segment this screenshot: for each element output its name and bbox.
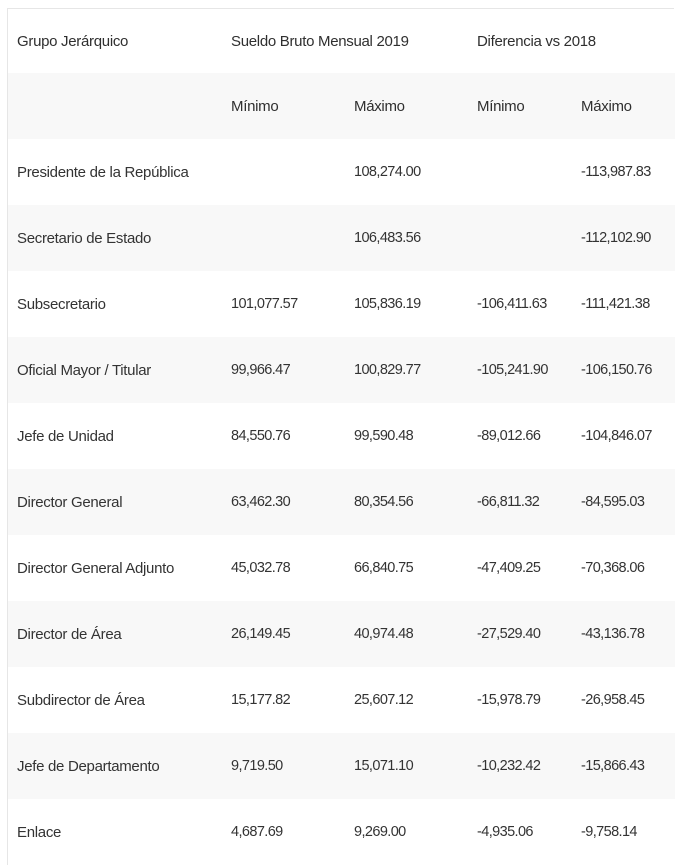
table-row (8, 535, 675, 601)
cell-max-2019: 99,590.48 (354, 428, 414, 444)
cell-min-diff (468, 139, 572, 205)
cell-min-diff: -89,012.66 (477, 428, 541, 444)
cell-min-2019: 84,550.76 (231, 428, 291, 444)
header-sueldo-bruto-2019: Sueldo Bruto Mensual 2019 (231, 32, 409, 50)
header-minimo-2019: Mínimo (231, 97, 279, 115)
cell-grupo: Jefe de Departamento (17, 757, 160, 775)
cell-min-2019: 101,077.57 (231, 296, 298, 312)
cell-max-diff: -111,421.38 (581, 296, 650, 312)
table-header-row-sub (8, 73, 675, 139)
cell-max-2019: 100,829.77 (354, 362, 421, 378)
table-body (8, 139, 675, 865)
cell-grupo: Director General Adjunto (17, 559, 175, 577)
header-maximo-2019: Máximo (354, 97, 405, 115)
table-row (8, 799, 675, 865)
cell-min-2019: 15,177.82 (231, 692, 291, 708)
cell-max-2019: 66,840.75 (354, 560, 414, 576)
cell-max-diff: -104,846.07 (581, 428, 652, 444)
cell-max-2019: 25,607.12 (354, 692, 414, 708)
table-row (8, 667, 675, 733)
cell-max-diff: -43,136.78 (581, 626, 645, 642)
cell-max-diff: -113,987.83 (581, 164, 651, 180)
table-row (8, 469, 675, 535)
cell-min-diff: -4,935.06 (477, 824, 533, 840)
cell-min-2019: 63,462.30 (231, 494, 291, 510)
header-grupo-jerarquico: Grupo Jerárquico (17, 32, 129, 50)
cell-max-2019: 105,836.19 (354, 296, 421, 312)
cell-min-2019: 9,719.50 (231, 758, 283, 774)
table-header-row-group (8, 9, 675, 73)
cell-max-diff: -106,150.76 (581, 362, 652, 378)
cell-grupo: Jefe de Unidad (17, 427, 114, 445)
cell-grupo: Secretario de Estado (17, 229, 152, 247)
cell-max-diff: -26,958.45 (581, 692, 645, 708)
table-row (8, 403, 675, 469)
cell-min-diff: -66,811.32 (477, 494, 540, 510)
cell-grupo: Presidente de la República (17, 163, 189, 181)
cell-min-2019: 4,687.69 (231, 824, 283, 840)
cell-max-diff: -84,595.03 (581, 494, 645, 510)
cell-min-diff: -106,411.63 (477, 296, 547, 312)
header-maximo-diff: Máximo (581, 97, 632, 115)
header-diferencia-2018: Diferencia vs 2018 (477, 32, 596, 50)
cell-max-diff: -9,758.14 (581, 824, 637, 840)
cell-max-2019: 106,483.56 (354, 230, 421, 246)
cell-max-2019: 40,974.48 (354, 626, 414, 642)
cell-max-2019: 9,269.00 (354, 824, 406, 840)
cell-min-diff: -27,529.40 (477, 626, 541, 642)
cell-min-diff: -10,232.42 (477, 758, 541, 774)
cell-max-2019: 108,274.00 (354, 164, 421, 180)
table-row (8, 601, 675, 667)
cell-max-diff: -112,102.90 (581, 230, 651, 246)
cell-min-2019: 45,032.78 (231, 560, 291, 576)
cell-grupo: Subsecretario (17, 295, 106, 313)
cell-min-diff (468, 205, 572, 271)
cell-min-2019 (222, 139, 345, 205)
cell-min-diff: -105,241.90 (477, 362, 548, 378)
cell-min-diff: -47,409.25 (477, 560, 541, 576)
header-minimo-diff: Mínimo (477, 97, 525, 115)
cell-grupo: Subdirector de Área (17, 691, 145, 709)
table-row (8, 733, 675, 799)
cell-grupo: Director General (17, 493, 123, 511)
cell-max-2019: 80,354.56 (354, 494, 414, 510)
table-row (8, 139, 675, 205)
cell-min-2019: 26,149.45 (231, 626, 291, 642)
cell-grupo: Director de Área (17, 625, 122, 643)
table-row (8, 205, 675, 271)
salary-table (8, 9, 675, 865)
cell-grupo: Oficial Mayor / Titular (17, 361, 151, 379)
salary-table-container (7, 8, 674, 865)
cell-min-2019 (222, 205, 345, 271)
table-row (8, 337, 675, 403)
cell-max-2019: 15,071.10 (354, 758, 414, 774)
cell-min-diff: -15,978.79 (477, 692, 541, 708)
table-row (8, 271, 675, 337)
cell-max-diff: -70,368.06 (581, 560, 645, 576)
header-empty (8, 73, 222, 139)
cell-max-diff: -15,866.43 (581, 758, 645, 774)
cell-min-2019: 99,966.47 (231, 362, 291, 378)
cell-grupo: Enlace (17, 823, 62, 841)
